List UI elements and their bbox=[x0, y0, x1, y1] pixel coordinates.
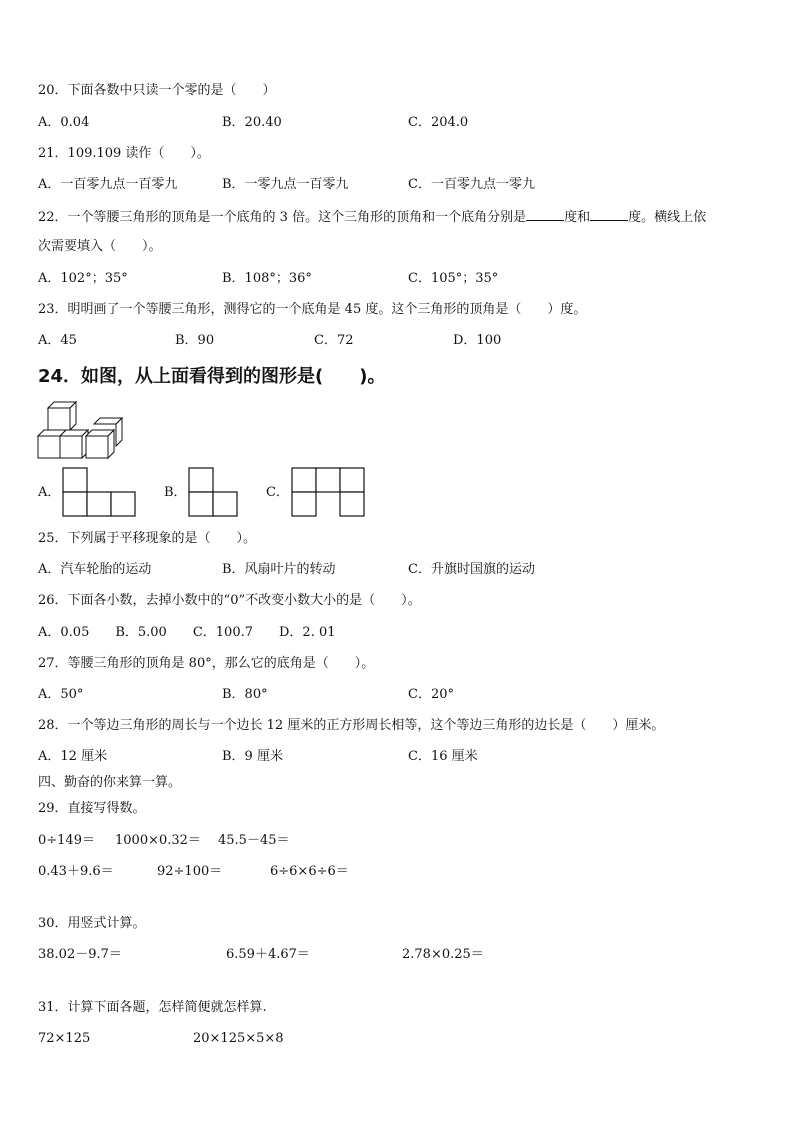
q21-stem: 21．109.109 读作（ ）。 bbox=[38, 146, 210, 161]
q22-option-a: A．102°；35° bbox=[38, 271, 128, 286]
q22-option-b: B．108°；36° bbox=[222, 271, 312, 286]
q20-stem: 20．下面各数中只读一个零的是（ ） bbox=[38, 83, 276, 98]
q23-option-c: C．72 bbox=[314, 333, 354, 348]
q25-option-c: C．升旗时国旗的运动 bbox=[408, 562, 535, 577]
q23-option-d: D．100 bbox=[453, 333, 502, 348]
q28-option-c: C．16 厘米 bbox=[408, 749, 478, 764]
q23-option-b: B．90 bbox=[175, 333, 215, 348]
q24-option-b-figure bbox=[188, 467, 240, 517]
section-4-title: 四、勤奋的你来算一算。 bbox=[38, 775, 182, 790]
q22-stem-pre: 22．一个等腰三角形的顶角是一个底角的 3 倍。这个三角形的顶角和一个底角分别是 bbox=[38, 210, 527, 225]
q28-option-a: A．12 厘米 bbox=[38, 749, 108, 764]
q22-stem-line2: 次需要填入（ ）。 bbox=[38, 239, 162, 254]
q30-expr-2: 6.59＋4.67＝ bbox=[226, 947, 310, 962]
cube-stack-figure bbox=[38, 402, 122, 458]
q20-option-b: B．20.40 bbox=[222, 115, 282, 130]
q25-option-a: A．汽车轮胎的运动 bbox=[38, 562, 152, 577]
q24-option-c-label: C． bbox=[266, 485, 289, 500]
q20-option-c: C．204.0 bbox=[408, 115, 469, 130]
q29-expr-5: 92÷100＝ bbox=[157, 864, 223, 879]
q24-option-b-label: B． bbox=[164, 485, 187, 500]
q30-stem: 30．用竖式计算。 bbox=[38, 916, 146, 931]
q31-expr-2: 20×125×5×8 bbox=[193, 1031, 284, 1046]
q26-stem: 26．下面各小数，去掉小数中的“0”不改变小数大小的是（ ）。 bbox=[38, 593, 421, 608]
q20-option-a: A．0.04 bbox=[38, 115, 90, 130]
q25-option-b: B．风扇叶片的转动 bbox=[222, 562, 336, 577]
q24-option-a-label: A． bbox=[38, 485, 61, 500]
q29-expr-3: 45.5－45＝ bbox=[218, 833, 290, 848]
q29-stem: 29．直接写得数。 bbox=[38, 801, 146, 816]
q28-option-b: B．9 厘米 bbox=[222, 749, 283, 764]
q29-expr-2: 1000×0.32＝ bbox=[115, 833, 201, 848]
q31-stem: 31．计算下面各题，怎样简便就怎样算. bbox=[38, 1000, 267, 1015]
q24-stem: 24．如图，从上面看得到的图形是( )。 bbox=[38, 366, 386, 387]
q26-options: A．0.05 B．5.00 C．100.7 D．2. 01 bbox=[38, 625, 336, 640]
q30-expr-1: 38.02－9.7＝ bbox=[38, 947, 122, 962]
q29-expr-6: 6÷6×6÷6＝ bbox=[270, 864, 349, 879]
q29-expr-4: 0.43＋9.6＝ bbox=[38, 864, 114, 879]
q30-expr-3: 2.78×0.25＝ bbox=[402, 947, 484, 962]
q21-option-c: C．一百零九点一零九 bbox=[408, 177, 535, 192]
q24-option-a-figure bbox=[62, 467, 138, 517]
q21-option-a: A．一百零九点一百零九 bbox=[38, 177, 178, 192]
q27-option-b: B．80° bbox=[222, 687, 268, 702]
q28-stem: 28．一个等边三角形的周长与一个边长 12 厘米的正方形周长相等，这个等边三角形的边长是（ ）厘米。 bbox=[38, 718, 665, 733]
q22-option-c: C．105°；35° bbox=[408, 271, 499, 286]
q25-stem: 25．下列属于平移现象的是（ ）。 bbox=[38, 531, 257, 546]
q31-expr-1: 72×125 bbox=[38, 1031, 91, 1046]
q22-stem bbox=[38, 208, 706, 226]
q22-stem-post: 度。横线上依 bbox=[628, 210, 707, 225]
q21-option-b: B．一零九点一百零九 bbox=[222, 177, 349, 192]
q22-blank-2 bbox=[590, 208, 628, 221]
q22-blank-1 bbox=[526, 208, 564, 221]
q27-option-c: C．20° bbox=[408, 687, 454, 702]
q29-expr-1: 0÷149＝ bbox=[38, 833, 95, 848]
q23-option-a: A．45 bbox=[38, 333, 77, 348]
q23-stem: 23．明明画了一个等腰三角形，测得它的一个底角是 45 度。这个三角形的顶角是（ ）度。 bbox=[38, 302, 587, 317]
q22-stem-mid: 度和 bbox=[564, 210, 591, 225]
q24-option-c-figure bbox=[291, 467, 367, 517]
q27-option-a: A．50° bbox=[38, 687, 84, 702]
q27-stem: 27．等腰三角形的顶角是 80°，那么它的底角是（ ）。 bbox=[38, 656, 375, 671]
